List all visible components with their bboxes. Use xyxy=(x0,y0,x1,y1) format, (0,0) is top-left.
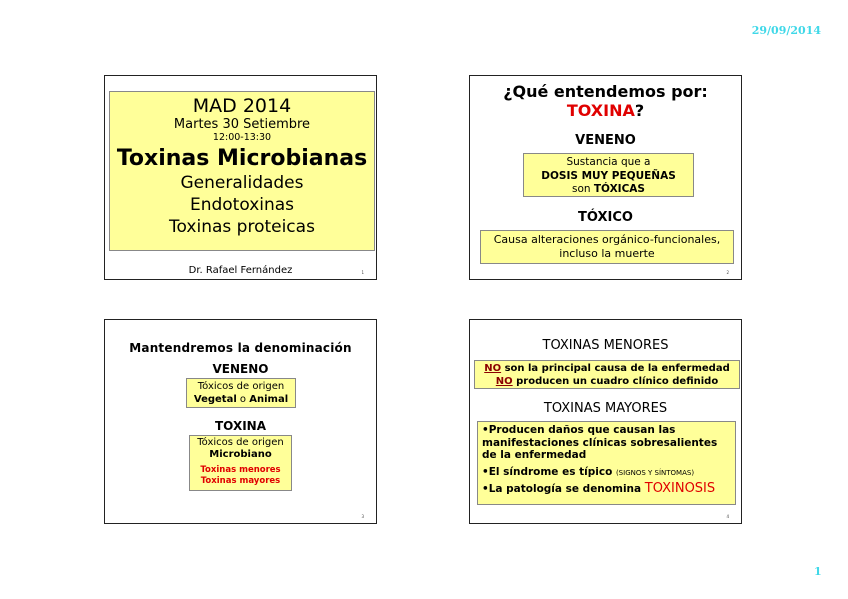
menores-text-1: son la principal causa de la enfermedad xyxy=(501,363,730,374)
author: Dr. Rafael Fernández xyxy=(188,265,293,276)
title-box xyxy=(109,91,375,251)
session-time: 12:00-13:30 xyxy=(212,132,272,143)
animal-label: Animal xyxy=(249,394,289,405)
veneno-def-line3 xyxy=(524,183,693,197)
toxina-box xyxy=(189,435,292,491)
no-label-1: NO xyxy=(484,363,502,374)
toxico-heading: TÓXICO xyxy=(578,210,633,225)
slide-2 xyxy=(469,75,742,280)
veneno-definition-box xyxy=(523,153,694,197)
slide-number: 1 xyxy=(361,270,364,275)
slide-number: 3 xyxy=(361,514,364,519)
slide-3 xyxy=(104,319,377,524)
microbiano-label: Microbiano xyxy=(209,449,272,460)
item3-text: •La patología se denomina xyxy=(482,483,645,495)
bullet-item-1: •Producen daños que causan las manifestaciones clínicas sobresalientes de la enfermedad xyxy=(482,424,718,461)
veneno-heading: VENENO xyxy=(575,133,636,148)
toxinas-menores-box xyxy=(474,360,740,389)
toxinas-mayores-heading: TOXINAS MAYORES xyxy=(543,401,668,416)
question-term xyxy=(470,101,741,120)
slide-title: Toxinas Microbianas xyxy=(116,146,368,171)
veneno-def-line2: DOSIS MUY PEQUEÑAS xyxy=(541,169,676,182)
bullet-item-2 xyxy=(482,466,731,480)
toxinas-menores-heading: TOXINAS MENORES xyxy=(542,338,669,353)
slide-number: 4 xyxy=(726,514,729,519)
bullet-item-3 xyxy=(482,483,731,496)
subtitle-3: Toxinas proteicas xyxy=(169,217,315,237)
vegetal-label: Vegetal xyxy=(193,394,237,405)
toxinas-mayores-label: Toxinas mayores xyxy=(200,476,281,486)
toxinosis-term: TOXINOSIS xyxy=(644,481,716,496)
question-mark: ? xyxy=(634,101,645,120)
no-label-2: NO xyxy=(495,376,513,387)
veneno-def-line1: Sustancia que a xyxy=(566,156,651,168)
denominacion-heading: Mantendremos la denominación xyxy=(129,341,352,355)
veneno-box xyxy=(186,378,296,408)
menores-text-2: producen un cuadro clínico definido xyxy=(512,376,719,387)
menores-line-2 xyxy=(475,375,739,388)
slide-number: 2 xyxy=(726,270,729,275)
item2-text: •El síndrome es típico xyxy=(482,465,616,478)
toxina-term: TOXINA xyxy=(566,101,635,120)
page-number: 1 xyxy=(814,565,822,578)
course-name: MAD 2014 xyxy=(192,95,292,117)
session-date: Martes 30 Setiembre xyxy=(173,117,311,132)
veneno-def-toxicas: TÓXICAS xyxy=(593,183,645,195)
toxinas-menores-label: Toxinas menores xyxy=(200,465,281,475)
slide-4 xyxy=(469,319,742,524)
menores-line-1 xyxy=(475,362,739,375)
question-line: ¿Qué entendemos por: xyxy=(503,82,708,101)
o-label: o xyxy=(236,394,250,405)
toxinas-mayores-box xyxy=(477,421,736,505)
header-date: 29/09/2014 xyxy=(751,24,821,37)
subtitle-2: Endotoxinas xyxy=(189,195,295,215)
veneno-origin-label: Tóxicos de origen xyxy=(197,381,285,392)
toxina-heading: TOXINA xyxy=(214,419,266,433)
subtitle-1: Generalidades xyxy=(180,173,304,193)
toxina-origin-label: Tóxicos de origen xyxy=(197,437,284,448)
veneno-heading: VENENO xyxy=(212,362,269,376)
item2-note: (SIGNOS Y SÍNTOMAS) xyxy=(615,468,695,477)
toxico-definition-box: Causa alteraciones orgánico-funcionales, incluso la muerte xyxy=(480,230,734,264)
veneno-origin-values xyxy=(187,393,295,406)
veneno-def-son: son xyxy=(571,183,594,195)
slide-1 xyxy=(104,75,377,280)
